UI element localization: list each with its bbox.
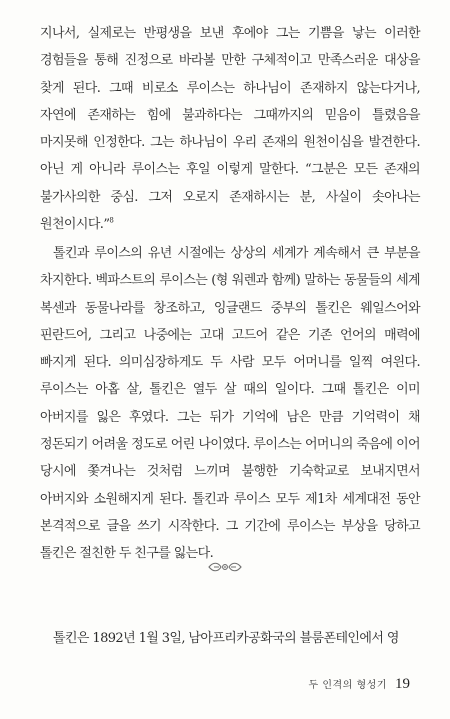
floral-ornament-icon (205, 560, 245, 574)
page-number: 19 (395, 676, 410, 692)
body-paragraph-2: 톨킨과 루이스의 유년 시절에는 상상의 세계가 계속해서 큰 부분을 차지한다. 벡파스트의 루이스는 (형 워렌과 함께) 말하는 동물들의 세계 복센과 동물나라를 창조하고, 잉글랜드 중부의 톨킨은 웨일스어와 핀란드어, 그리고 나중에는 고대 고드어 같은 기존 언어의 매력에 빠지게 된다. 의미심장하게도 두 사람 모두 어머니를 일찍 여읜다. 루이스는 아홉 살, 톨킨은 열두 살 때의 일이다. 그때 톨킨은 이미 아버지를 잃은 후였다. 그는 뒤가 기억에 남은 만큼 기억력이 채 정돈되기 어려울 정도로 어린 나이였다. 루이스는 어머니의 죽음에 이어 당시에 쫓겨나는 것처럼 느끼며 불행한 기숙학교로 보내지면서 아버지와 소원해지게 된다. 톨킨과 루이스 모두 제1차 세계대전 동안 본격적으로 글을 쓰기 시작한다. 그 기간에 루이스는 부상을 당하고 톨킨은 절친한 두 친구를 잃는다. (40, 246, 420, 562)
page-footer (309, 676, 410, 693)
footnote-marker: 8 (109, 216, 114, 225)
body-paragraph-1 (40, 20, 420, 238)
body-paragraph-3: 톨킨은 1892년 1월 3일, 남아프리카공화국의 블룸폰테인에서 영 (53, 631, 399, 646)
body-paragraph-1-text: 지나서, 실제로는 반평생을 보낸 후에야 그는 기쁨을 낳는 이러한 경험들을 통해 진정으로 바라볼 만한 구체적이고 만족스러운 대상을 찾게 된다. 그때 비로소 루이스는 하나님이 존재하지 않는다거나, 자연에 존재하는 힘에 불과하다는 그때까지의 믿음이 틀렸음을 마지못해 인정한다. 그는 하나님이 우리 존재의 원천이심을 발견한다. 아닌 게 아니라 루이스는 후일 이렇게 말한다. “그분은 모든 존재의 불가사의한 중심. 그저 오로지 존재하시는 분, 사실이 솟아나는 원천이시다.” (40, 26, 420, 233)
running-head-title: 두 인격의 형성기 (308, 680, 387, 691)
